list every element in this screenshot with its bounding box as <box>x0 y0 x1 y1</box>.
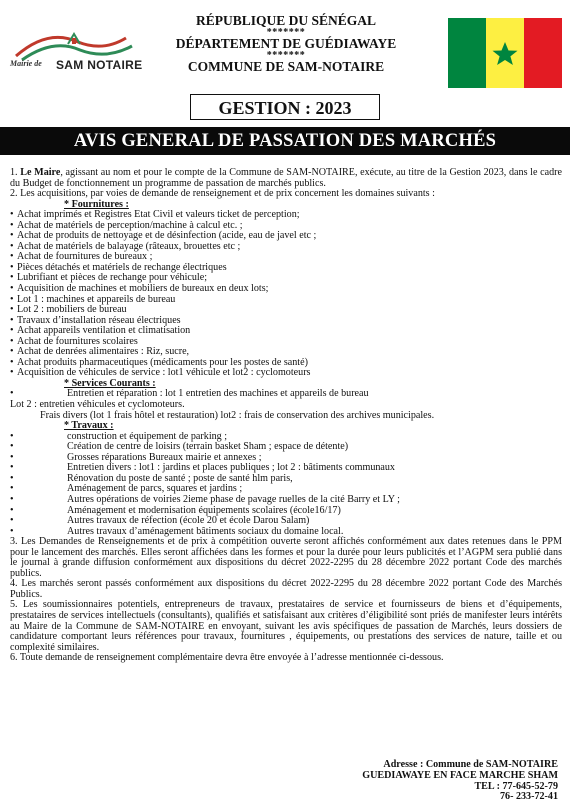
bullet-icon: • <box>10 230 14 242</box>
flag-band-green <box>448 18 486 88</box>
bullet-icon: • <box>10 504 14 516</box>
bullet-icon: • <box>10 441 14 453</box>
list-item-text: Entretien divers : lot1 : jardins et places publiques ; lot 2 : bâtiments communaux <box>67 462 395 474</box>
list-item-text: Grosses réparations Bureaux mairie et annexes ; <box>67 451 262 463</box>
bullet-icon: • <box>10 261 14 273</box>
bullet-icon: • <box>10 430 14 442</box>
list-item-text: Achat de fournitures de bureaux ; <box>17 251 153 263</box>
stars-separator: ******* <box>266 50 306 61</box>
bullet-icon: • <box>10 367 14 379</box>
contact-phone-1: TEL : 77-645-52-79 <box>474 780 558 792</box>
list-item <box>10 516 562 527</box>
travaux-list <box>10 432 562 537</box>
bullet-icon: • <box>10 283 14 295</box>
bullet-icon: • <box>10 251 14 263</box>
list-item-text: Autres travaux de réfection (école 20 et école Darou Salam) <box>67 515 310 527</box>
list-item: • Entretien et réparation : lot 1 entretien des machines et appareils de bureau <box>10 388 369 400</box>
header <box>0 0 570 95</box>
fournitures-heading: * Fournitures : <box>64 198 129 210</box>
service-item-1: Entretien et réparation : lot 1 entretien des machines et appareils de bureau <box>67 388 369 400</box>
list-item-text: Achat de matériels de perception/machine à calcul etc. ; <box>17 219 243 231</box>
list-item-text: construction et équipement de parking ; <box>67 430 228 442</box>
mairie-logo <box>8 22 148 82</box>
p1-bold: Le Maire <box>20 167 61 178</box>
contact-phone-2: 76- 233-72-41 <box>499 791 558 803</box>
list-item-text: Autres travaux d’aménagement bâtiments sociaux du domaine local. <box>67 525 344 537</box>
bullet-icon: • <box>10 272 14 284</box>
list-item-text: Lot 2 : mobiliers de bureau <box>17 304 127 316</box>
flag-star-icon <box>486 18 524 88</box>
contact-address: Adresse : Commune de SAM-NOTAIRE <box>383 759 558 770</box>
list-item-text: Achat imprimés et Registres Etat Civil et valeurs ticket de perception; <box>17 209 300 221</box>
list-item-text: Achat de denrées alimentaires : Riz, sucre, <box>17 346 190 358</box>
bullet-icon: • <box>10 525 14 537</box>
list-item-text: Autres opérations de voiries 2ieme phase de pavage ruelles de la cité Barry et LY ; <box>67 493 400 505</box>
list-item-text: Aménagement et modernisation équipements scolaires (école16/17) <box>67 504 341 516</box>
list-item <box>10 284 562 295</box>
list-item-text: Pièces détachés et matériels de rechange électriques <box>17 261 227 273</box>
bullet-icon: • <box>10 325 14 337</box>
logo-small-text: Mairie de <box>10 59 42 68</box>
list-item-text: Lubrifiant et pièces de rechange pour véhicule; <box>17 272 208 284</box>
list-item-text: Création de centre de loisirs (terrain basket Sham ; espace de détente) <box>67 441 349 453</box>
list-item-text: Acquisition de machines et mobiliers de bureaux en deux lots; <box>17 283 269 295</box>
list-item-text: Lot 1 : machines et appareils de bureau <box>17 293 176 305</box>
list-item-text: Achat appareils ventilation et climatisation <box>17 325 191 337</box>
fournitures-list <box>10 210 562 379</box>
senegal-flag <box>448 18 562 88</box>
bullet-icon: • <box>10 304 14 316</box>
list-item-text: Acquisition de véhicules de service : lot1 véhicule et lot2 : cyclomoteurs <box>17 367 311 379</box>
list-item <box>10 495 562 506</box>
notice-body <box>10 168 562 664</box>
bullet-icon: • <box>10 472 14 484</box>
paragraph-2: 2. Les acquisitions, par voies de demande de renseignement et de prix concernent les domaines suivants : <box>10 188 435 200</box>
paragraph-4: 4. Les marchés seront passés conformément aux dispositions du décret 2022-2295 du 28 décembre 2022 portant Code des Marchés Publics. <box>10 578 562 600</box>
contact-block <box>362 760 558 803</box>
travaux-heading: * Travaux : <box>64 420 114 432</box>
list-item-text: Aménagement de parcs, squares et jardins ; <box>67 483 243 495</box>
paragraph-5: 5. Les soumissionnaires potentiels, entrepreneurs de travaux, prestataires de service et fournisseurs de biens et d’équipements, prestataires de services intellectuels (consultants), qualifiés et satisfaisant aux critères d’éligibilité sont priés de manifester leurs intérêts au Maire de la Commune de SAM-NOTAIRE en envoyant, suivant les avis spécifiques de passation de Marchés, leurs dossiers de candidature comportant leurs références pour travaux, fournitures , équipements, ou prestations des services de nature, taille et ou complexité similaires. <box>10 599 562 653</box>
bullet-icon: • <box>10 493 14 505</box>
list-item-text: Achat de fournitures scolaires <box>17 335 138 347</box>
bullet-icon: • <box>10 346 14 358</box>
bullet-icon: • <box>10 293 14 305</box>
header-lines <box>150 14 422 74</box>
republic-line: RÉPUBLIQUE DU SÉNÉGAL <box>195 13 377 28</box>
p1-number: 1. <box>10 167 21 178</box>
paragraph-1 <box>10 168 562 189</box>
bullet-icon: • <box>10 240 14 252</box>
list-item-text: Achat de matériels de balayage (râteaux, brouettes etc ; <box>17 240 241 252</box>
logo-text: SAM NOTAIRE <box>56 58 143 72</box>
p1-text: , agissant au nom et pour le compte de la Commune de SAM-NOTAIRE, exécute, au titre de la Gestion 2023, dans le cadre du Budget de fonctionnement un programme de passation de marchés publics. <box>10 167 562 189</box>
bullet-icon: • <box>10 451 14 463</box>
commune-line: COMMUNE DE SAM-NOTAIRE <box>187 59 385 74</box>
flag-band-yellow <box>486 18 524 88</box>
notice-title-banner: AVIS GENERAL DE PASSATION DES MARCHÉS <box>0 127 570 155</box>
bullet-icon: • <box>10 219 14 231</box>
bullet-icon: • <box>10 335 14 347</box>
mairie-logo-icon <box>8 22 148 82</box>
gestion-box: GESTION : 2023 <box>190 94 380 120</box>
flag-band-red <box>524 18 562 88</box>
paragraph-3: 3. Les Demandes de Renseignements et de prix à compétition ouverte seront affichés conformément aux dates retenues dans le PPM pour le lancement des marchés. Elles seront affichées dans les formes et pour la durée pour leurs publicités et l’AGPM sera publié dans le journal à grande diffusion conformément aux dispositions du décret 2022-2295 du 28 décembre 2022 portant Code des marchés publics. <box>10 536 562 579</box>
list-item-text: Rénovation du poste de santé ; poste de santé hlm paris, <box>67 472 293 484</box>
bullet-icon: • <box>10 314 14 326</box>
contact-location: GUEDIAWAYE EN FACE MARCHE SHAM <box>362 769 558 781</box>
bullet-icon: • <box>10 515 14 527</box>
department-line: DÉPARTEMENT DE GUÉDIAWAYE <box>175 36 397 51</box>
service-line-2: Lot 2 : entretien véhicules et cyclomoteurs. <box>10 399 185 411</box>
bullet-icon: • <box>10 209 14 221</box>
bullet-icon: • <box>10 462 14 474</box>
list-item-text: Achat produits pharmaceutiques (médicaments pour les postes de santé) <box>17 356 308 368</box>
list-item-text: Achat de produits de nettoyage et de désinfection (acide, eau de javel etc ; <box>17 230 317 242</box>
bullet-icon: • <box>10 483 14 495</box>
services-heading: * Services Courants : <box>64 377 156 389</box>
service-line-3: Frais divers (lot 1 frais hôtel et restauration) lot2 : frais de conservation des archives municipales. <box>40 409 435 421</box>
stars-separator: ******* <box>266 27 306 38</box>
bullet-icon: • <box>10 356 14 368</box>
paragraph-6: 6. Toute demande de renseignement complémentaire devra être envoyée à l’adresse mentionnée ci-dessous. <box>10 652 444 664</box>
list-item-text: Travaux d’installation réseau électriques <box>17 314 181 326</box>
